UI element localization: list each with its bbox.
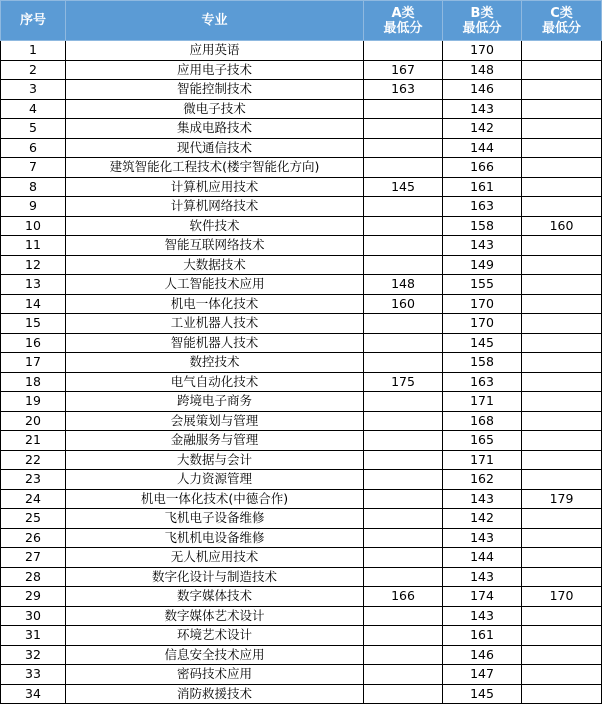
a-min-score [364, 99, 443, 119]
c-min-score [522, 392, 602, 412]
major-name: 集成电路技术 [66, 119, 364, 139]
a-min-score [364, 489, 443, 509]
table-row [1, 606, 602, 626]
table-row [1, 645, 602, 665]
table-row [1, 411, 602, 431]
row-number: 14 [1, 294, 66, 314]
a-min-score [364, 353, 443, 373]
major-name: 飞机电子设备维修 [66, 509, 364, 529]
major-name: 工业机器人技术 [66, 314, 364, 334]
c-min-score: 160 [522, 216, 602, 236]
b-min-score: 170 [443, 41, 522, 61]
row-number: 23 [1, 470, 66, 490]
table-row [1, 60, 602, 80]
a-min-score [364, 236, 443, 256]
a-min-score [364, 41, 443, 61]
a-min-score [364, 606, 443, 626]
row-number: 28 [1, 567, 66, 587]
row-number: 10 [1, 216, 66, 236]
c-min-score [522, 255, 602, 275]
major-name: 机电一体化技术 [66, 294, 364, 314]
table-row [1, 431, 602, 451]
row-number: 16 [1, 333, 66, 353]
major-name: 金融服务与管理 [66, 431, 364, 451]
row-number: 27 [1, 548, 66, 568]
a-min-score [364, 255, 443, 275]
a-min-score [364, 197, 443, 217]
c-min-score [522, 99, 602, 119]
table-row [1, 392, 602, 412]
a-min-score [364, 567, 443, 587]
c-min-score: 179 [522, 489, 602, 509]
c-min-score [522, 138, 602, 158]
a-min-score [364, 528, 443, 548]
row-number: 15 [1, 314, 66, 334]
table-row [1, 197, 602, 217]
c-min-score [522, 119, 602, 139]
table-row [1, 626, 602, 646]
b-min-score: 143 [443, 236, 522, 256]
c-min-score [522, 470, 602, 490]
major-name: 软件技术 [66, 216, 364, 236]
a-min-score [364, 684, 443, 704]
b-min-score: 174 [443, 587, 522, 607]
major-name: 电气自动化技术 [66, 372, 364, 392]
row-number: 31 [1, 626, 66, 646]
major-name: 密码技术应用 [66, 665, 364, 685]
a-min-score [364, 333, 443, 353]
table-row [1, 450, 602, 470]
b-min-score: 149 [443, 255, 522, 275]
a-min-score [364, 138, 443, 158]
table-row [1, 138, 602, 158]
row-number: 34 [1, 684, 66, 704]
table-row [1, 216, 602, 236]
major-name: 无人机应用技术 [66, 548, 364, 568]
b-min-score: 146 [443, 645, 522, 665]
table-row [1, 509, 602, 529]
table-row [1, 119, 602, 139]
row-number: 18 [1, 372, 66, 392]
header-b-min-score: B类 最低分 [443, 1, 522, 41]
major-name: 飞机机电设备维修 [66, 528, 364, 548]
row-number: 17 [1, 353, 66, 373]
a-min-score [364, 470, 443, 490]
b-min-score: 158 [443, 353, 522, 373]
major-name: 计算机应用技术 [66, 177, 364, 197]
row-number: 12 [1, 255, 66, 275]
a-min-score: 167 [364, 60, 443, 80]
b-min-score: 145 [443, 333, 522, 353]
major-name: 机电一体化技术(中德合作) [66, 489, 364, 509]
table-row [1, 255, 602, 275]
row-number: 11 [1, 236, 66, 256]
a-min-score [364, 158, 443, 178]
major-name: 会展策划与管理 [66, 411, 364, 431]
b-min-score: 170 [443, 314, 522, 334]
c-min-score [522, 158, 602, 178]
a-min-score [364, 216, 443, 236]
b-min-score: 143 [443, 489, 522, 509]
a-min-score: 166 [364, 587, 443, 607]
b-min-score: 146 [443, 80, 522, 100]
a-min-score [364, 645, 443, 665]
header-c-min-score: C类 最低分 [522, 1, 602, 41]
major-name: 跨境电子商务 [66, 392, 364, 412]
b-min-score: 162 [443, 470, 522, 490]
table-row [1, 567, 602, 587]
row-number: 7 [1, 158, 66, 178]
table-row [1, 489, 602, 509]
major-name: 环境艺术设计 [66, 626, 364, 646]
c-min-score [522, 567, 602, 587]
b-min-score: 142 [443, 509, 522, 529]
c-min-score [522, 626, 602, 646]
b-min-score: 161 [443, 626, 522, 646]
row-number: 9 [1, 197, 66, 217]
b-min-score: 143 [443, 528, 522, 548]
b-min-score: 158 [443, 216, 522, 236]
table-row [1, 314, 602, 334]
b-min-score: 142 [443, 119, 522, 139]
row-number: 8 [1, 177, 66, 197]
a-min-score [364, 314, 443, 334]
major-name: 人力资源管理 [66, 470, 364, 490]
c-min-score [522, 411, 602, 431]
c-min-score [522, 645, 602, 665]
row-number: 2 [1, 60, 66, 80]
a-min-score: 163 [364, 80, 443, 100]
header-a-min-score: A类 最低分 [364, 1, 443, 41]
b-min-score: 144 [443, 138, 522, 158]
row-number: 26 [1, 528, 66, 548]
a-min-score [364, 431, 443, 451]
major-name: 信息安全技术应用 [66, 645, 364, 665]
table-row [1, 528, 602, 548]
c-min-score [522, 372, 602, 392]
b-min-score: 171 [443, 450, 522, 470]
row-number: 30 [1, 606, 66, 626]
c-min-score [522, 197, 602, 217]
b-min-score: 144 [443, 548, 522, 568]
row-number: 25 [1, 509, 66, 529]
c-min-score [522, 450, 602, 470]
c-min-score [522, 314, 602, 334]
major-name: 智能机器人技术 [66, 333, 364, 353]
row-number: 20 [1, 411, 66, 431]
row-number: 13 [1, 275, 66, 295]
row-number: 33 [1, 665, 66, 685]
row-number: 29 [1, 587, 66, 607]
a-min-score: 148 [364, 275, 443, 295]
c-min-score [522, 333, 602, 353]
b-min-score: 161 [443, 177, 522, 197]
major-name: 应用英语 [66, 41, 364, 61]
major-name: 智能控制技术 [66, 80, 364, 100]
row-number: 6 [1, 138, 66, 158]
major-name: 智能互联网络技术 [66, 236, 364, 256]
table-row [1, 470, 602, 490]
table-row [1, 548, 602, 568]
a-min-score [364, 548, 443, 568]
c-min-score [522, 177, 602, 197]
b-min-score: 147 [443, 665, 522, 685]
table-row [1, 99, 602, 119]
table-row [1, 372, 602, 392]
b-min-score: 171 [443, 392, 522, 412]
major-name: 数控技术 [66, 353, 364, 373]
major-name: 微电子技术 [66, 99, 364, 119]
major-name: 建筑智能化工程技术(楼宇智能化方向) [66, 158, 364, 178]
table-row [1, 684, 602, 704]
header-major: 专业 [66, 1, 364, 41]
table-row [1, 665, 602, 685]
c-min-score [522, 509, 602, 529]
a-min-score [364, 411, 443, 431]
c-min-score [522, 606, 602, 626]
b-min-score: 143 [443, 99, 522, 119]
c-min-score [522, 684, 602, 704]
b-min-score: 143 [443, 606, 522, 626]
table-row [1, 294, 602, 314]
b-min-score: 155 [443, 275, 522, 295]
row-number: 1 [1, 41, 66, 61]
table-row [1, 177, 602, 197]
major-name: 数字媒体技术 [66, 587, 364, 607]
row-number: 22 [1, 450, 66, 470]
c-min-score [522, 431, 602, 451]
a-min-score: 145 [364, 177, 443, 197]
major-name: 人工智能技术应用 [66, 275, 364, 295]
a-min-score [364, 626, 443, 646]
table-row [1, 353, 602, 373]
table-row [1, 333, 602, 353]
row-number: 5 [1, 119, 66, 139]
c-min-score [522, 60, 602, 80]
c-min-score [522, 236, 602, 256]
row-number: 24 [1, 489, 66, 509]
table-header [1, 1, 602, 41]
major-name: 现代通信技术 [66, 138, 364, 158]
c-min-score [522, 41, 602, 61]
row-number: 4 [1, 99, 66, 119]
b-min-score: 166 [443, 158, 522, 178]
table-row [1, 587, 602, 607]
table-body [1, 41, 602, 704]
major-name: 计算机网络技术 [66, 197, 364, 217]
b-min-score: 163 [443, 197, 522, 217]
major-name: 数字媒体艺术设计 [66, 606, 364, 626]
table-row [1, 80, 602, 100]
major-name: 大数据技术 [66, 255, 364, 275]
b-min-score: 143 [443, 567, 522, 587]
a-min-score [364, 119, 443, 139]
header-no: 序号 [1, 1, 66, 41]
table-row [1, 275, 602, 295]
a-min-score: 160 [364, 294, 443, 314]
major-name: 应用电子技术 [66, 60, 364, 80]
major-name: 消防救援技术 [66, 684, 364, 704]
c-min-score [522, 665, 602, 685]
major-name: 大数据与会计 [66, 450, 364, 470]
b-min-score: 148 [443, 60, 522, 80]
table-row [1, 236, 602, 256]
a-min-score [364, 392, 443, 412]
c-min-score: 170 [522, 587, 602, 607]
row-number: 19 [1, 392, 66, 412]
a-min-score: 175 [364, 372, 443, 392]
c-min-score [522, 548, 602, 568]
b-min-score: 165 [443, 431, 522, 451]
major-name: 数字化设计与制造技术 [66, 567, 364, 587]
b-min-score: 145 [443, 684, 522, 704]
row-number: 3 [1, 80, 66, 100]
b-min-score: 170 [443, 294, 522, 314]
c-min-score [522, 353, 602, 373]
a-min-score [364, 509, 443, 529]
row-number: 32 [1, 645, 66, 665]
table-row [1, 158, 602, 178]
c-min-score [522, 528, 602, 548]
c-min-score [522, 275, 602, 295]
row-number: 21 [1, 431, 66, 451]
c-min-score [522, 294, 602, 314]
a-min-score [364, 665, 443, 685]
c-min-score [522, 80, 602, 100]
b-min-score: 163 [443, 372, 522, 392]
table-row [1, 41, 602, 61]
b-min-score: 168 [443, 411, 522, 431]
header-row [1, 1, 602, 41]
a-min-score [364, 450, 443, 470]
